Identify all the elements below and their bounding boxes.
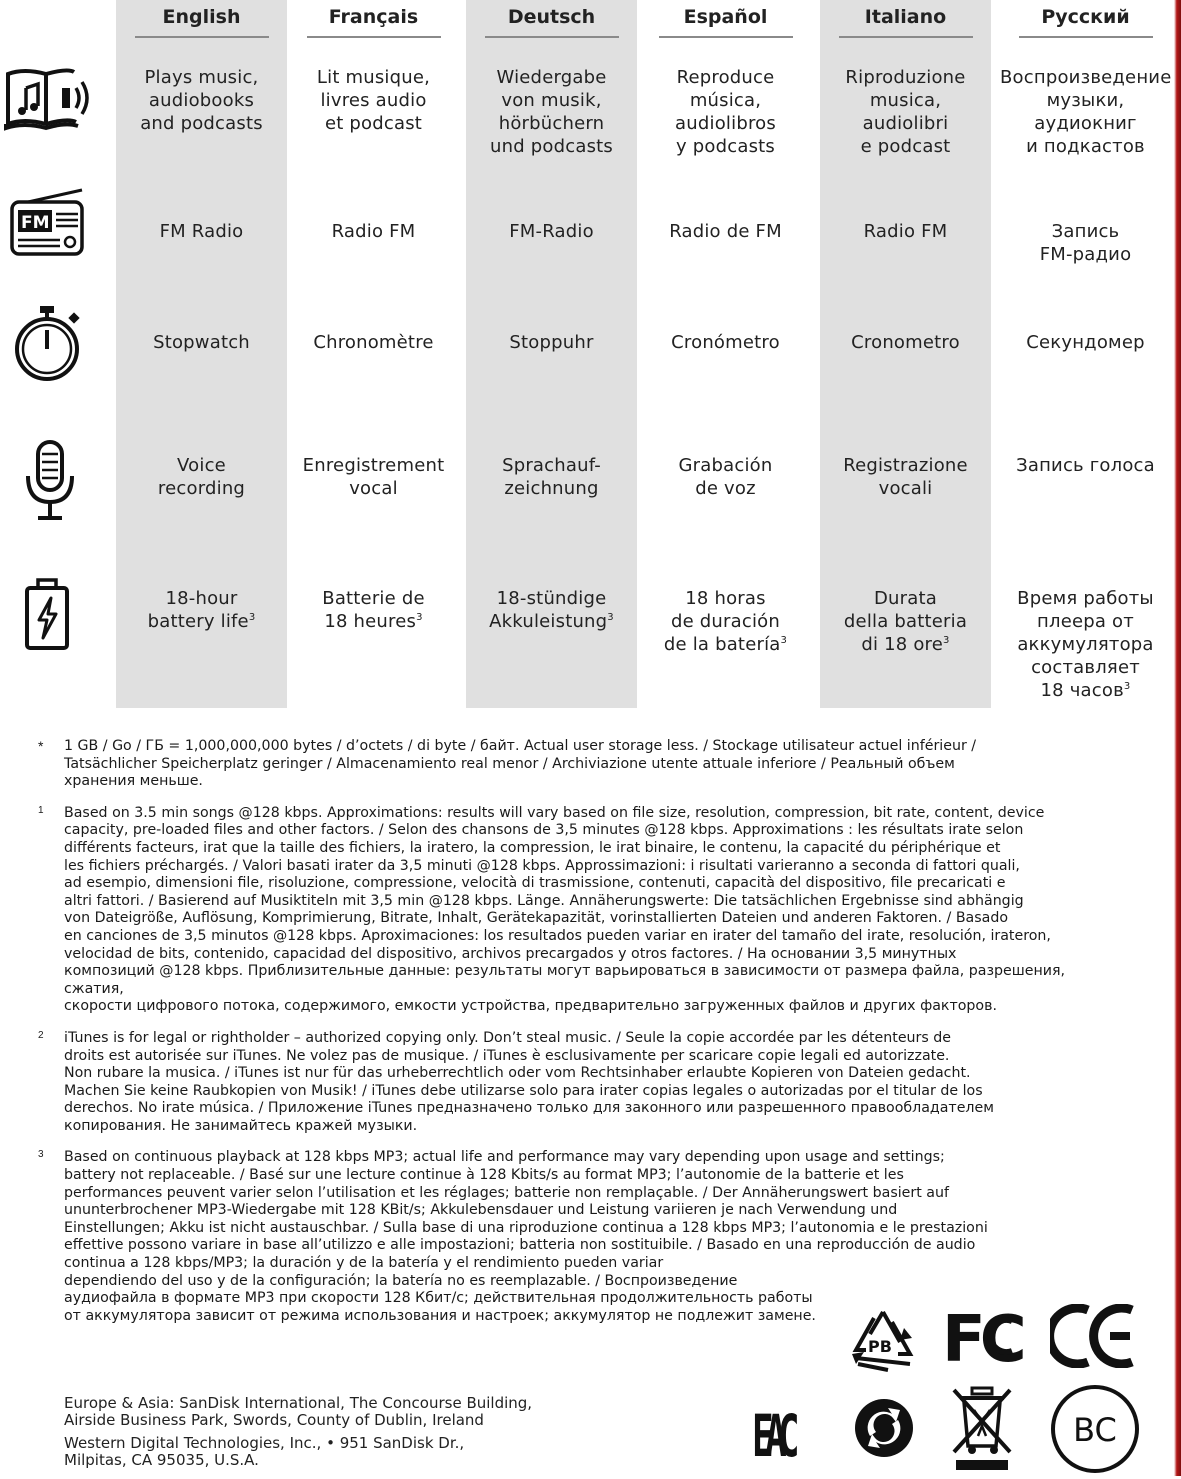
eac-logo xyxy=(752,1398,820,1465)
feature-line: 18-stündige xyxy=(496,588,607,609)
footnote-ref: 3 xyxy=(780,635,788,646)
footnote xyxy=(38,805,1128,1016)
footnote-text: 1 GB / Go / ГБ = 1,000,000,000 bytes / d’octets / di byte / байт. Actual user storage less. / Stockage utilisateur actuel inférieur / Tatsächlicher Speicherplatz geringer / Almacenamiento real menor / Archiviazione utente attuale inferiore / Реальный объем хранения меньше. xyxy=(64,738,977,790)
feature-stopwatch-text xyxy=(640,331,811,354)
fm-label: FM xyxy=(21,213,50,233)
feature-line: audiolibri xyxy=(862,113,949,134)
header-rule xyxy=(839,36,973,38)
footnote-ref: 3 xyxy=(607,612,614,623)
bc-label: BC xyxy=(1073,1411,1117,1449)
feature-voice-text xyxy=(820,454,991,500)
feature-stopwatch-text xyxy=(116,331,287,354)
feature-line: Enregistrement xyxy=(302,455,445,476)
feature-line: et podcast xyxy=(324,113,423,134)
footnotes xyxy=(38,738,1128,1339)
feature-line: and podcasts xyxy=(140,113,263,134)
feature-battery-text xyxy=(466,587,637,633)
feature-line: di 18 ore xyxy=(861,634,944,655)
feature-line: Время работы xyxy=(1017,588,1154,609)
language-header: Français xyxy=(328,6,419,28)
feature-line: 18 часов xyxy=(1040,680,1124,701)
feature-line: battery life xyxy=(147,611,249,632)
feature-line: Registrazione xyxy=(843,455,968,476)
feature-line: recording xyxy=(157,478,246,499)
feature-line: 18 heures xyxy=(324,611,417,632)
language-column xyxy=(1000,0,1171,708)
feature-line: Chronomètre xyxy=(313,332,434,353)
feature-line: della batteria xyxy=(843,611,968,632)
feature-fm-text xyxy=(466,220,637,243)
feature-fm-text xyxy=(288,220,459,243)
feature-line: Wiedergabe xyxy=(496,67,607,88)
ce-label: CE xyxy=(1050,1304,1052,1305)
bc-logo xyxy=(1050,1384,1140,1479)
feature-battery-text xyxy=(288,587,459,633)
feature-line: аккумулятора xyxy=(1017,634,1154,655)
footnote xyxy=(38,1149,1128,1325)
feature-line: FM Radio xyxy=(159,221,244,242)
header-rule xyxy=(307,36,441,38)
feature-line: und podcasts xyxy=(490,136,613,157)
feature-stopwatch-text xyxy=(288,331,459,354)
feature-line: Akkuleistung xyxy=(489,611,608,632)
footnote-text: Based on 3.5 min songs @128 kbps. Approximations: results will vary based on file size, resolution, compression, bit rate, content, device capacity, pre-loaded files and other factors. / Selon des chansons de 3,5 minutes @128 kbps. Approximations : les résultats irate selon différents facteurs, irat que la taille des fichiers, la iratero, la compression, le irat binaire, le contenu, la capacité du périphérique et les fichiers préchargés. / Valori basati irater da 3,5 minuti @128 kbps. Approssimazioni: i risultati varieranno a seconda di fattori quali, ad esempio, dimensioni file, risoluzione, compressione, velocità di trasmissione, contenuti, capacità del dispositivo, file precaricati e altri fattori. / Basierend auf Musiktiteln mit 3,5 min @128 kbps. Länge. Annäherungswerte: Die tatsächlichen Ergebnisse sind abhängig von Dateigröße, Auflösung, Komprimierung, Bitrate, Inhalt, Gerätekapazität, vorinstallierten Dateien und anderen Faktoren. / Basado en canciones de 3,5 minutos @128 kbps. Aproximaciones: los resultados pueden variar en irater del tamaño del irate, resolución, irateron, velocidad de bits, contenido, capacidad del dispositivo, archivos precargados y otros factores. / На основании 3,5 минутных композиций @128 kbps. Приблизительные данные: результаты могут варьироваться в зависимости от размера файла, разрешения, сжатия, скорости цифрового потока, содержимого, емкости устройства, предварительно загруженных файлов и других факторов. xyxy=(64,804,1065,1015)
footnote-ref: 3 xyxy=(1123,681,1131,692)
feature-line: Sprachauf- xyxy=(502,455,601,476)
feature-line: Запись xyxy=(1051,221,1120,242)
feature-line: Cronómetro xyxy=(671,332,780,353)
feature-play-text xyxy=(640,66,811,158)
language-header: Русский xyxy=(1041,6,1130,28)
feature-battery-text xyxy=(1000,587,1171,702)
footnote xyxy=(38,738,1128,791)
footnote-text: iTunes is for legal or rightholder – authorized copying only. Don’t steal music. / Seule la copie accordée par les détenteurs de droits est autorisée sur iTunes. Ne volez pas de musique. / iTunes è esclusivamente per scaricare copie legali ed autorizzate. Non rubare la musica. / iTunes ist nur für das urheberrechtlich oder vom Rechtsinhaber erlaubte Kopieren von Dateien gedacht. Machen Sie keine Raubkopien von Musik! / iTunes debe utilizarse solo para irater copias legales o autorizadas por el titular de los derechos. No irate música. / Приложение iTunes предназначено только для законного или разрешенного правообладателем копирования. Не занимайтесь кражей музыки. xyxy=(64,1029,994,1134)
feature-line: Stoppuhr xyxy=(509,332,594,353)
feature-voice-text xyxy=(1000,454,1171,477)
fcc-logo xyxy=(942,1305,1024,1372)
feature-fm-text xyxy=(640,220,811,243)
fcc-label: FC xyxy=(942,1305,1021,1367)
feature-line: FM-радио xyxy=(1039,244,1132,265)
feature-line: Cronometro xyxy=(851,332,960,353)
feature-voice-text xyxy=(288,454,459,500)
footnote xyxy=(38,1030,1128,1136)
feature-battery-text xyxy=(820,587,991,656)
feature-line: de la batería xyxy=(663,634,781,655)
feature-line: Секундомер xyxy=(1026,332,1145,353)
feature-line: и подкастов xyxy=(1026,136,1145,157)
feature-voice-text xyxy=(116,454,287,500)
feature-line: vocal xyxy=(349,478,398,499)
language-header: Deutsch xyxy=(507,6,596,28)
ce-logo xyxy=(1050,1304,1140,1373)
feature-voice-text xyxy=(466,454,637,500)
green-dot-logo xyxy=(852,1396,916,1465)
address-us: Western Digital Technologies, Inc., • 951 SanDisk Dr., Milpitas, CA 95035, U.S.A. xyxy=(64,1434,465,1469)
microphone-icon xyxy=(22,440,78,522)
feature-line: музыки, xyxy=(1046,90,1125,111)
footnote-ref: 3 xyxy=(943,635,950,646)
feature-play-text xyxy=(116,66,287,135)
header-rule xyxy=(1019,36,1153,38)
footnote-mark: 1 xyxy=(38,804,44,816)
feature-fm-text xyxy=(1000,220,1171,266)
feature-line: musica, xyxy=(869,90,942,111)
feature-line: 18 horas xyxy=(685,588,766,609)
feature-line: zeichnung xyxy=(504,478,599,499)
feature-stopwatch-text xyxy=(466,331,637,354)
header-rule xyxy=(135,36,269,38)
book-music-icon xyxy=(4,66,96,132)
feature-line: Воспроизведение xyxy=(1000,67,1172,88)
battery-icon xyxy=(24,578,72,652)
language-column xyxy=(640,0,811,708)
recycle-pb-logo xyxy=(848,1308,918,1379)
feature-stopwatch-text xyxy=(820,331,991,354)
feature-play-text xyxy=(466,66,637,158)
feature-line: vocali xyxy=(878,478,933,499)
language-header: Español xyxy=(683,6,768,28)
language-header: English xyxy=(162,6,241,28)
feature-fm-text xyxy=(116,220,287,243)
language-header: Italiano xyxy=(864,6,947,28)
stopwatch-icon xyxy=(14,304,82,384)
feature-voice-text xyxy=(640,454,811,500)
feature-fm-text xyxy=(820,220,991,243)
footnote-mark: 3 xyxy=(38,1149,44,1161)
feature-stopwatch-text xyxy=(1000,331,1171,354)
feature-line: hörbüchern xyxy=(498,113,605,134)
language-column xyxy=(820,0,991,708)
language-column xyxy=(116,0,287,708)
header-rule xyxy=(659,36,793,38)
feature-line: плеера от xyxy=(1037,611,1134,632)
feature-battery-text xyxy=(640,587,811,656)
weee-bin-logo xyxy=(950,1386,1014,1477)
feature-line: Plays music, xyxy=(144,67,259,88)
footnote-mark: 2 xyxy=(38,1029,44,1041)
feature-line: Radio FM xyxy=(331,221,416,242)
feature-play-text xyxy=(1000,66,1171,158)
address-europe-asia: Europe & Asia: SanDisk International, The Concourse Building, Airside Business Park, Swords, County of Dublin, Ireland xyxy=(64,1394,533,1429)
feature-line: Riproduzione xyxy=(845,67,966,88)
feature-line: составляет xyxy=(1031,657,1140,678)
feature-line: audiobooks xyxy=(148,90,255,111)
feature-line: von musik, xyxy=(501,90,602,111)
recycle-pb-label: PB xyxy=(868,1337,892,1356)
feature-line: Lit musique, xyxy=(316,67,431,88)
language-column xyxy=(466,0,637,708)
eac-label: EAC xyxy=(752,1403,791,1460)
feature-line: livres audio xyxy=(320,90,427,111)
feature-line: Batterie de xyxy=(322,588,425,609)
feature-line: Durata xyxy=(874,588,937,609)
header-rule xyxy=(485,36,619,38)
feature-line: Stopwatch xyxy=(153,332,250,353)
feature-line: audiolibros xyxy=(675,113,776,134)
feature-play-text xyxy=(288,66,459,135)
feature-line: e podcast xyxy=(860,136,951,157)
right-edge-accent xyxy=(1174,0,1181,1476)
fm-radio-icon xyxy=(10,188,86,258)
feature-line: de voz xyxy=(695,478,756,499)
feature-line: de duración xyxy=(670,611,780,632)
feature-line: y podcasts xyxy=(676,136,775,157)
feature-line: Reproduce xyxy=(676,67,775,88)
footnote-ref: 3 xyxy=(248,612,256,623)
feature-line: Voice xyxy=(177,455,226,476)
language-column xyxy=(288,0,459,708)
feature-battery-text xyxy=(116,587,287,633)
footnote-text: Based on continuous playback at 128 kbps MP3; actual life and performance may vary depending upon usage and settings; battery not replaceable. / Basé sur une lecture continue à 128 Kbits/s au format MP3; l’autonomie de la batterie et les performances peuvent varier selon l’utilisation et les réglages; batterie non remplaçable. / Der Annäherungswert basiert auf ununterbrochener MP3-Wiedergabe mit 128 KBit/s; Akkulebensdauer und Leistung variieren je nach Verwendung und Einstellungen; Akku ist nicht austauschbar. / Sulla base di una riproduzione continua a 128 kbps MP3; l’autonomia e le prestazioni effettive possono variare in base all’utilizzo e alle impostazioni; batteria non sostituibile. / Basado en una reproducción de audio continua a 128 kbps/MP3; la duración y de la batería y el rendimiento pueden variar dependiendo del uso y de la configuración; la batería no es reemplazable. / Воспроизведение аудиофайла в формате MP3 при скорости 128 Кбит/с; действительная продолжительность работы от аккумулятора зависит от режима использования и настроек; аккумулятор не подлежит замене. xyxy=(64,1149,988,1324)
feature-line: Запись голоса xyxy=(1016,455,1155,476)
feature-line: música, xyxy=(689,90,762,111)
feature-line: Grabación xyxy=(678,455,773,476)
footnote-mark: * xyxy=(38,738,44,754)
feature-play-text xyxy=(820,66,991,158)
feature-line: 18-hour xyxy=(165,588,238,609)
feature-line: FM-Radio xyxy=(509,221,594,242)
feature-line: Radio de FM xyxy=(669,221,782,242)
feature-line: Radio FM xyxy=(863,221,948,242)
footnote-ref: 3 xyxy=(416,612,423,623)
feature-line: аудиокниг xyxy=(1034,113,1137,134)
